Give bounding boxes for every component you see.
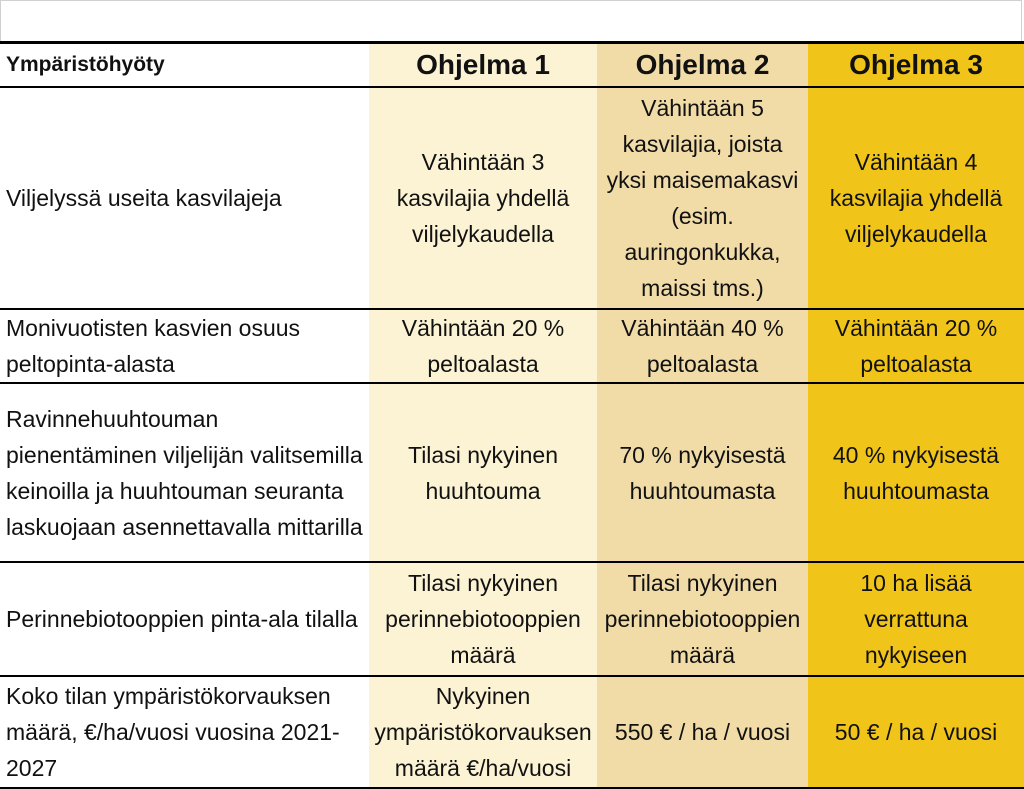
- cell-program-3: 40 % nykyisestä huuhtoumasta: [808, 383, 1024, 562]
- header-benefit: Ympäristöhyöty: [0, 43, 369, 88]
- cell-program-2: Vähintään 40 % peltoalasta: [597, 309, 808, 383]
- row-label: Perinnebiotooppien pinta-ala tilalla: [0, 562, 369, 676]
- cell-program-3: Vähintään 20 % peltoalasta: [808, 309, 1024, 383]
- cell-program-2: 70 % nykyisestä huuhtoumasta: [597, 383, 808, 562]
- cell-program-2: 550 € / ha / vuosi: [597, 676, 808, 788]
- cell-program-1: Vähintään 20 % peltoalasta: [369, 309, 597, 383]
- cell-program-2: Vähintään 5 kasvilajia, joista yksi maisemakasvi (esim. auringonkukka, maissi tms.): [597, 87, 808, 309]
- cell-program-2: Tilasi nykyinen perinnebiotooppien määrä: [597, 562, 808, 676]
- table-row: [0, 562, 1024, 676]
- table-row: [0, 87, 1024, 309]
- cell-program-1: Nykyinen ympäristökorvauksen määrä €/ha/vuosi: [369, 676, 597, 788]
- cell-program-3: 50 € / ha / vuosi: [808, 676, 1024, 788]
- row-label: Koko tilan ympäristökorvauksen määrä, €/ha/vuosi vuosina 2021-2027: [0, 676, 369, 788]
- row-label: Ravinnehuuhtouman pienentäminen viljelijän valitsemilla keinoilla ja huuhtouman seuranta laskuojaan asennettavalla mittarilla: [0, 383, 369, 562]
- cell-program-1: Tilasi nykyinen perinnebiotooppien määrä: [369, 562, 597, 676]
- cell-program-3: Vähintään 4 kasvilajia yhdellä viljelykaudella: [808, 87, 1024, 309]
- row-label: Viljelyssä useita kasvilajeja: [0, 87, 369, 309]
- table-row: [0, 309, 1024, 383]
- cell-program-3: 10 ha lisää verrattuna nykyiseen: [808, 562, 1024, 676]
- cell-program-1: Tilasi nykyinen huuhtouma: [369, 383, 597, 562]
- table-header-row: [0, 43, 1024, 88]
- header-program-3: Ohjelma 3: [808, 43, 1024, 88]
- header-program-1: Ohjelma 1: [369, 43, 597, 88]
- table-row: [0, 383, 1024, 562]
- table-row: [0, 676, 1024, 788]
- comparison-table: [0, 41, 1024, 789]
- header-program-2: Ohjelma 2: [597, 43, 808, 88]
- cell-program-1: Vähintään 3 kasvilajia yhdellä viljelykaudella: [369, 87, 597, 309]
- row-label: Monivuotisten kasvien osuus peltopinta-alasta: [0, 309, 369, 383]
